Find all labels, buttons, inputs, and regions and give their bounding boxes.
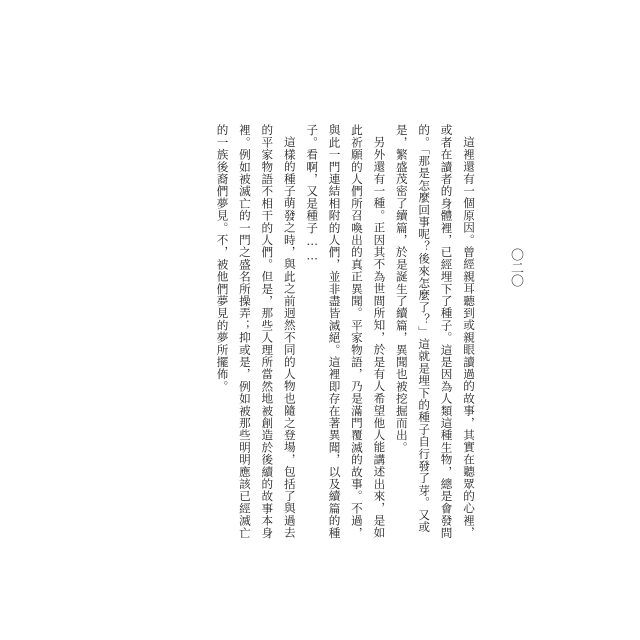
paragraph-3: 這樣的種子萌發之時，與此之前迥然不同的人物也隨之登場，包括了與過去的平家物語不相干的人們。但是，那些人理所當然地被創造於後續的故事本身裡。例如被滅亡的一門之盛名所操弄；抑或是，例如被那些明明應該已經滅亡的一族後裔們夢見。不，被他們夢見的夢所擺佈。 bbox=[215, 124, 297, 539]
body-text bbox=[211, 124, 480, 544]
page-number: 〇二〇 bbox=[508, 248, 523, 287]
paragraph-1: 這裡還有一個原因。曾經親耳聽到或親眼讀過的故事，其實在聽眾的心裡，或者在讀者的身體裡，已經埋下了種子。這是因為人類這種生物，總是會發問的。「那是怎麼回事呢？後來怎麼了？」這就是埋下的種子自行發了芽。又或是，繁盛茂密了續篇，於是誕生了續篇，異聞也被挖掘而出。 bbox=[394, 124, 476, 539]
paragraph-2: 另外還有一種。正因其不為世間所知，於是有人希望他人能講述出來，是如此祈願的人們所召喚出的真正異聞。平家物語，乃是滿門覆滅的故事。不過，與此一門連結相附的人們，並非盡皆滅絕。這裡即存在著異聞，以及續篇的種子。看啊，又是種子…… bbox=[305, 124, 387, 539]
